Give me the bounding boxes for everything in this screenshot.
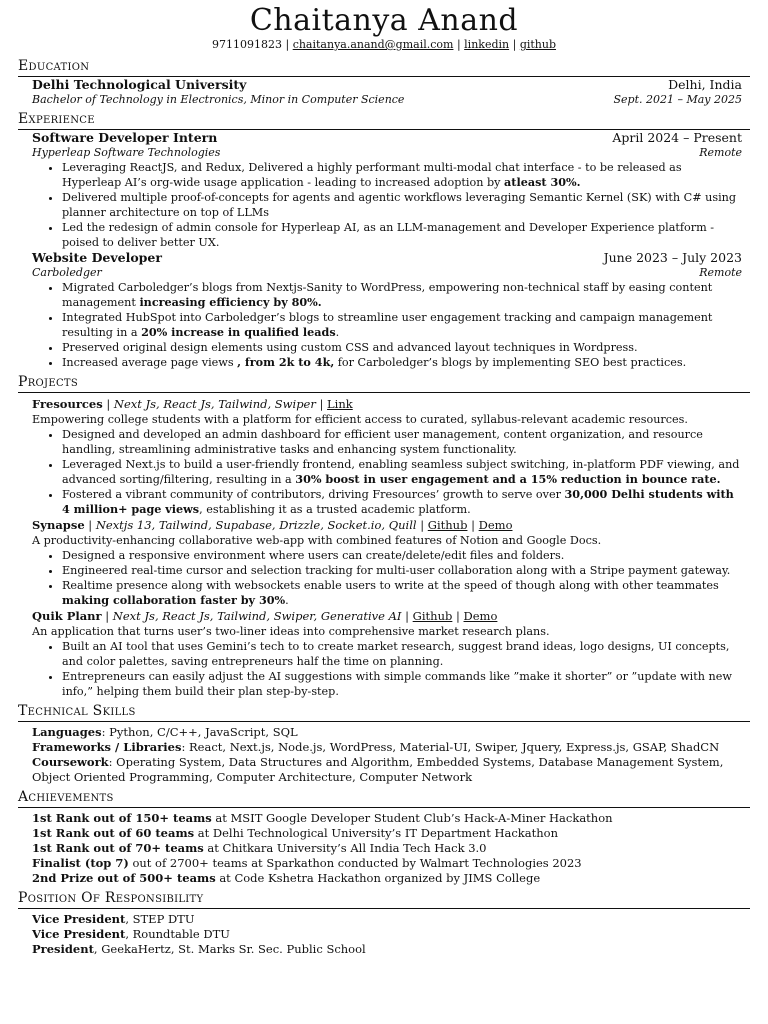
bullet: • Migrated Carboledger’s blogs from Nextjs-Sanity to WordPress, empowering non-technical staff by easing content management increasing efficiency by 80%.	[62, 280, 742, 310]
demo-link[interactable]: Demo	[463, 609, 498, 623]
responsibility-list	[18, 912, 750, 957]
achievement-item: 1st Rank out of 70+ teams at Chitkara University’s All India Tech Hack 3.0	[32, 841, 487, 855]
education-heading: Education	[18, 58, 750, 77]
achievement-item: 2nd Prize out of 500+ teams at Code Kshetra Hackathon organized by JIMS College	[32, 871, 541, 885]
skills-heading: Technical Skills	[18, 703, 750, 722]
skill-row: Coursework: Operating System, Data Structures and Algorithm, Embedded Systems, Database Management System, Object Oriented Programming, Computer Architecture, Computer Network	[32, 755, 724, 784]
responsibility-heading: Position Of Responsibility	[18, 890, 750, 909]
bullet: • Integrated HubSpot into Carboledger’s blogs to streamline user engagement tracking and campaign management resulting in a 20% increase in qualified leads.	[62, 310, 742, 340]
project-description: An application that turns user’s two-liner ideas into comprehensive market research plans.	[32, 625, 550, 638]
bullet: • Engineered real-time cursor and selection tracking for multi-user collaboration along with a Stripe payment gateway.	[62, 563, 742, 578]
project-link[interactable]: Link	[327, 397, 353, 411]
bullet: • Leveraged Next.js to build a user-friendly frontend, enabling seamless subject switching, in-platform PDF viewing, and advanced sorting/filtering, resulting in a 30% boost in user engagement and a 15% reduction in bounce rate.	[62, 457, 742, 487]
linkedin-link[interactable]: linkedin	[464, 38, 510, 51]
skills-list	[18, 725, 750, 785]
company-name: Carboledger	[32, 266, 102, 279]
achievement-item: 1st Rank out of 150+ teams at MSIT Google Developer Student Club’s Hack-A-Miner Hackathon	[32, 811, 613, 825]
project-tech: Next Js, React Js, Tailwind, Swiper, Generative AI	[112, 609, 402, 623]
project-entry: Synapse | Nextjs 13, Tailwind, Supabase, Drizzle, Socket.io, Quill | Github | Demo A productivity-enhancing collaborative web-app with combined features of Notion and Google Docs. • Designed a responsive environment where users can create/delete/edit files and folders. • Engineered real-time cursor and selection tracking for multi-user collaboration along with a Stripe payment gateway. • Realtime presence along with websockets enable users to write at the speed of though along with other teammates making collaboration faster by 30%.	[32, 517, 742, 608]
bullet: • Delivered multiple proof-of-concepts for agents and agentic workflows leveraging Semantic Kernel (SK) with C# using planner architecture on top of LLMs	[62, 190, 742, 220]
job-title: Website Developer	[32, 250, 162, 265]
demo-link[interactable]: Demo	[478, 518, 513, 532]
company-name: Hyperleap Software Technologies	[32, 146, 221, 159]
contact-line: 9711091823 | chaitanya.anand@gmail.com | linkedin | github	[211, 38, 557, 51]
project-list	[18, 396, 750, 699]
github-link[interactable]: Github	[412, 609, 453, 623]
job-dates: April 2024 – Present	[612, 130, 742, 145]
email-link[interactable]: chaitanya.anand@gmail.com	[292, 38, 454, 51]
bullet: • Leveraging ReactJS, and Redux, Delivered a highly performant multi-modal chat interface - to be released as Hyperleap AI’s org-wide usage application - leading to increased adoption by atleast 30%.	[62, 160, 742, 190]
job-bullets	[32, 160, 742, 250]
project-entry: Quik Planr | Next Js, React Js, Tailwind, Swiper, Generative AI | Github | Demo An application that turns user’s two-liner ideas into comprehensive market research plans. • Built an AI tool that uses Gemini’s tech to to create market research, suggest brand ideas, logo designs, UI concepts, and color palettes, saving entrepreneurs half the time on planning. • Entrepreneurs can easily adjust the AI suggestions with simple commands like ”make it shorter” or ”update with new info,” helping them build their plan step-by-step.	[32, 608, 742, 699]
project-entry: Fresources | Next Js, React Js, Tailwind, Swiper | Link Empowering college students with a platform for efficient access to curated, syllabus-relevant academic resources. • Designed and developed an admin dashboard for efficient user management, content organization, and resource handling, streamlining administrative tasks and enhancing system functionality. • Leveraged Next.js to build a user-friendly frontend, enabling seamless subject switching, in-platform PDF viewing, and advanced sorting/filtering, resulting in a 30% boost in user engagement and a 15% reduction in bounce rate. • Fostered a vibrant community of contributors, driving Fresources’ growth to serve over 30,000 Delhi students with 4 million+ page views, establishing it as a trusted academic platform.	[32, 396, 742, 517]
project-tech: Nextjs 13, Tailwind, Supabase, Drizzle, Socket.io, Quill	[95, 518, 417, 532]
bullet: • Fostered a vibrant community of contributors, driving Fresources’ growth to serve over 30,000 Delhi students with 4 million+ page views, establishing it as a trusted academic platform.	[62, 487, 742, 517]
github-link[interactable]: github	[519, 38, 557, 51]
school-location: Delhi, India	[668, 77, 742, 92]
achievement-item: 1st Rank out of 60 teams at Delhi Technological University’s IT Department Hackathon	[32, 826, 558, 840]
projects-heading: Projects	[18, 374, 750, 393]
project-bullets	[32, 639, 742, 699]
bullet: • Realtime presence along with websockets enable users to write at the speed of though along with other teammates making collaboration faster by 30%.	[62, 578, 742, 608]
github-link[interactable]: Github	[427, 518, 468, 532]
skill-row: Frameworks / Libraries: React, Next.js, Node.js, WordPress, Material-UI, Swiper, Jquery, Express.js, GSAP, ShadCN	[32, 740, 720, 754]
project-name: Fresources	[32, 397, 103, 411]
experience-entry	[32, 250, 742, 370]
experience-heading: Experience	[18, 111, 750, 130]
job-location: Remote	[699, 266, 742, 279]
bullet: • Entrepreneurs can easily adjust the AI suggestions with simple commands like ”make it shorter” or ”update with new info,” helping them build their plan step-by-step.	[62, 669, 742, 699]
project-description: A productivity-enhancing collaborative web-app with combined features of Notion and Google Docs.	[32, 534, 602, 547]
experience-entry	[32, 130, 742, 250]
candidate-name: Chaitanya Anand	[249, 3, 519, 38]
education-dates: Sept. 2021 – May 2025	[613, 93, 742, 106]
project-bullets	[32, 427, 742, 517]
project-tech: Next Js, React Js, Tailwind, Swiper	[113, 397, 316, 411]
education-entry	[18, 77, 750, 107]
job-bullets	[32, 280, 742, 370]
achievements-heading: Achievements	[18, 789, 750, 808]
degree: Bachelor of Technology in Electronics, Minor in Computer Science	[32, 93, 405, 106]
bullet: • Increased average page views , from 2k to 4k, for Carboledger’s blogs by implementing SEO best practices.	[62, 355, 742, 370]
skill-row: Languages: Python, C/C++, JavaScript, SQL	[32, 725, 298, 739]
bullet: • Designed a responsive environment where users can create/delete/edit files and folders.	[62, 548, 742, 563]
bullet: • Preserved original design elements using custom CSS and advanced layout techniques in Wordpress.	[62, 340, 742, 355]
position-item: Vice President, Roundtable DTU	[32, 927, 230, 941]
job-title: Software Developer Intern	[32, 130, 218, 145]
school-name: Delhi Technological University	[32, 77, 247, 92]
position-item: Vice President, STEP DTU	[32, 912, 195, 926]
resume	[18, 0, 750, 957]
bullet: • Designed and developed an admin dashboard for efficient user management, content organization, and resource handling, streamlining administrative tasks and enhancing system functionality.	[62, 427, 742, 457]
project-bullets	[32, 548, 742, 608]
experience-list	[18, 130, 750, 370]
project-name: Synapse	[32, 518, 85, 532]
achievements-list	[18, 811, 750, 886]
project-name: Quik Planr	[32, 609, 102, 623]
achievement-item: Finalist (top 7) out of 2700+ teams at Sparkathon conducted by Walmart Technologies 2023	[32, 856, 582, 870]
bullet: • Led the redesign of admin console for Hyperleap AI, as an LLM-management and Developer Experience platform - poised to deliver better UX.	[62, 220, 742, 250]
position-item: President, GeekaHertz, St. Marks Sr. Sec. Public School	[32, 942, 366, 956]
bullet: • Built an AI tool that uses Gemini’s tech to to create market research, suggest brand ideas, logo designs, UI concepts, and color palettes, saving entrepreneurs half the time on planning.	[62, 639, 742, 669]
job-location: Remote	[699, 146, 742, 159]
project-description: Empowering college students with a platform for efficient access to curated, syllabus-relevant academic resources.	[32, 413, 688, 426]
job-dates: June 2023 – July 2023	[603, 250, 742, 265]
phone-number: 9711091823	[211, 38, 282, 51]
